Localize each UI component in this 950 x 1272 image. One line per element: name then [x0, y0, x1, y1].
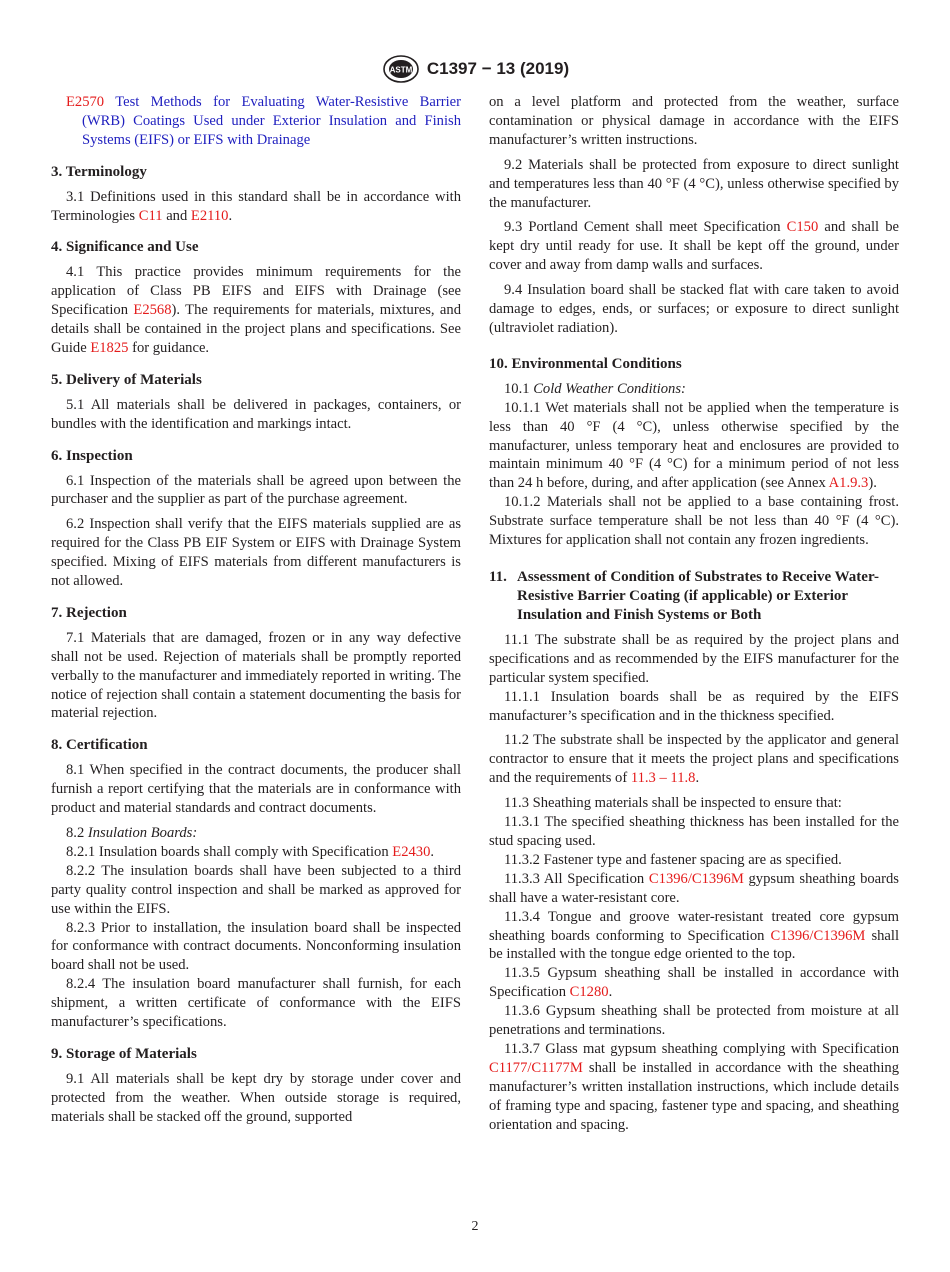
link-e2110[interactable]: E2110: [190, 207, 229, 224]
paragraph-8-2: 8.2 Insulation Boards:: [66, 825, 198, 841]
page-header: [0, 54, 950, 84]
reference-code-link[interactable]: E2570: [66, 94, 105, 110]
section-4-heading: 4. Significance and Use: [51, 239, 199, 256]
link-11-3-11-8[interactable]: 11.3 – 11.8: [630, 770, 696, 787]
paragraph-11-3-4: 11.3.4 Tongue and groove water-resistant treated core gypsum sheathing boards conforming to Specification C1396/C1396M shall be installed with the tongue edge oriented to the top.: [489, 908, 900, 963]
link-a1-9-3[interactable]: A1.9.3: [828, 475, 869, 492]
link-c1396-c1396m-2[interactable]: C1396/C1396M: [770, 927, 866, 944]
paragraph-7-1: 7.1 Materials that are damaged, frozen or in any way defective shall not be used. Rejection of materials shall be promptly reported verbally to the manufacturer and immediately reported in writing. The notice of rejection shall contain a statement documenting the basis for material rejection.: [51, 629, 461, 722]
link-e2430[interactable]: E2430: [392, 843, 431, 860]
link-c1177-c1177m[interactable]: C1177/C1177M: [489, 1059, 583, 1076]
paragraph-11-1-1: 11.1.1 Insulation boards shall be as required by the EIFS manufacturer’s specification and in the thickness specified.: [489, 688, 899, 724]
section-5-heading: 5. Delivery of Materials: [51, 371, 202, 388]
link-c1396-c1396m[interactable]: C1396/C1396M: [648, 870, 744, 887]
right-column: [489, 93, 899, 1135]
paragraph-11-3-6: 11.3.6 Gypsum sheathing shall be protected from moisture at all penetrations and terminations.: [489, 1003, 899, 1039]
paragraph-9-1-continued: on a level platform and protected from the weather, surface contamination or physical damage in accordance with the EIFS manufacturer’s written instructions.: [489, 94, 899, 148]
section-8-heading: 8. Certification: [51, 737, 148, 754]
astm-logo-icon: [381, 55, 421, 83]
paragraph-9-1: 9.1 All materials shall be kept dry by storage under cover and protected from the weather. When outside storage is required, materials shall be stacked off the ground, supported: [51, 1070, 461, 1125]
paragraph-8-1: 8.1 When specified in the contract documents, the producer shall furnish a report certifying that the materials are in conformance with product and material standards and contract documents.: [51, 762, 461, 817]
reference-e2570: [51, 93, 461, 150]
paragraph-11-3: 11.3 Sheathing materials shall be inspected to ensure that:: [504, 795, 842, 812]
paragraph-6-1: 6.1 Inspection of the materials shall be agreed upon between the purchaser and the supplier as part of the purchase agreement.: [51, 472, 461, 508]
paragraph-10-1-1: 10.1.1 Wet materials shall not be applied when the temperature is less than 40 °F (4 °C), unless otherwise specified by the manufacturer, unless temporary heat and enclosures are provided to maintain minimum 40 °F (4 °C) for a minimum period of not less than 24 h before, during, and after application (see Annex A1.9.3).: [489, 399, 899, 492]
link-c11[interactable]: C11: [138, 207, 163, 224]
paragraph-11-1: 11.1 The substrate shall be as required by the project plans and specifications and as recommended by the EIFS manufacturer for the particular system specified.: [489, 631, 899, 686]
section-3-heading: 3. Terminology: [51, 163, 147, 180]
svg-text:ASTM: ASTM: [389, 65, 413, 75]
paragraph-8-2-2: 8.2.2 The insulation boards shall have been subjected to a third party quality control inspection and shall be marked as approved for use within the EIFS.: [51, 862, 461, 917]
paragraph-8-2-4: 8.2.4 The insulation board manufacturer shall furnish, for each shipment, a written certificate of conformance with the EIFS manufacturer’s specifications.: [51, 976, 461, 1031]
reference-title-link[interactable]: Test Methods for Evaluating Water-Resistive Barrier (WRB) Coatings Used under Exterior Insulation and Finish Systems (EIFS) or EIFS with Drainage: [82, 94, 461, 148]
paragraph-8-2-3: 8.2.3 Prior to installation, the insulation board shall be inspected for conformance with contract documents. Nonconforming insulation board shall not be used.: [51, 919, 461, 974]
document-designation: C1397 − 13 (2019): [426, 59, 570, 78]
paragraph-8-2-1: 8.2.1 Insulation boards shall comply with Specification E2430.: [66, 843, 435, 860]
link-c1280[interactable]: C1280: [569, 984, 609, 1001]
section-10-heading: 10. Environmental Conditions: [489, 355, 682, 372]
section-7-heading: 7. Rejection: [51, 604, 127, 621]
paragraph-6-2: 6.2 Inspection shall verify that the EIFS materials supplied are as required for the Class PB EIF System or EIFS with Drainage System specified. Mixing of EIFS materials from different manufacturers is not allowed.: [51, 516, 461, 590]
paragraph-11-3-2: 11.3.2 Fastener type and fastener spacing are as specified.: [504, 851, 842, 868]
paragraph-9-2: 9.2 Materials shall be protected from exposure to direct sunlight and temperatures less than 40 °F (4 °C), unless otherwise specified by the manufacturer.: [489, 156, 899, 211]
paragraph-11-3-5: 11.3.5 Gypsum sheathing shall be installed in accordance with Specification C1280.: [489, 965, 899, 1001]
page-number: 2: [471, 1219, 479, 1234]
paragraph-5-1: 5.1 All materials shall be delivered in packages, containers, or bundles with the identification and markings intact.: [51, 396, 461, 432]
paragraph-10-1: 10.1 Cold Weather Conditions:: [504, 380, 686, 397]
paragraph-9-3: 9.3 Portland Cement shall meet Specification C150 and shall be kept dry until ready for use. It shall be kept off the ground, under cover and away from damp walls and surfaces.: [489, 219, 899, 274]
paragraph-11-3-1: 11.3.1 The specified sheathing thickness has been installed for the stud spacing used.: [489, 814, 899, 849]
paragraph-3-1: 3.1 Definitions used in this standard shall be in accordance with Terminologies C11 and E2110.: [51, 188, 461, 224]
link-c150[interactable]: C150: [786, 219, 819, 236]
paragraph-11-3-7: 11.3.7 Glass mat gypsum sheathing complying with Specification C1177/C1177M shall be installed in accordance with the sheathing manufacturer’s written installation instructions, which include details of framing type and spacing, fastener type and spacing, and sheathing orientation and spacing.: [489, 1040, 899, 1133]
paragraph-9-4: 9.4 Insulation board shall be stacked flat with care taken to avoid damage to edges, ends, or surfaces; or exposure to direct sunlight (ultraviolet radiation).: [489, 282, 899, 336]
link-e1825[interactable]: E1825: [90, 339, 129, 356]
paragraph-10-1-2: 10.1.2 Materials shall not be applied to a base containing frost. Substrate surface temperature shall be not less than 40 °F (4 °C). Mixtures for application shall not contain any frozen ingredients.: [489, 494, 899, 549]
paragraph-11-2: 11.2 The substrate shall be inspected by the applicator and general contractor to ensure that it meets the project plans and specifications and the requirements of 11.3 – 11.8.: [489, 732, 899, 787]
section-11-heading: 11. Assessment of Condition of Substrates to Receive Water-Resistive Barrier Coating (if applicable) or Exterior Insulation and Finish Systems or Both: [489, 568, 880, 623]
section-9-heading: 9. Storage of Materials: [51, 1045, 197, 1062]
section-6-heading: 6. Inspection: [51, 447, 133, 464]
paragraph-11-3-3: 11.3.3 All Specification C1396/C1396M gypsum sheathing boards shall have a water-resistant core.: [489, 870, 899, 906]
paragraph-4-1: 4.1 This practice provides minimum requirements for the application of Class PB EIFS and EIFS with Drainage (see Specification E2568). The requirements for materials, mixtures, and details shall be contained in the project plans and specifications. See Guide E1825 for guidance.: [51, 264, 461, 356]
link-e2568[interactable]: E2568: [133, 302, 172, 319]
left-column: [51, 93, 461, 1127]
